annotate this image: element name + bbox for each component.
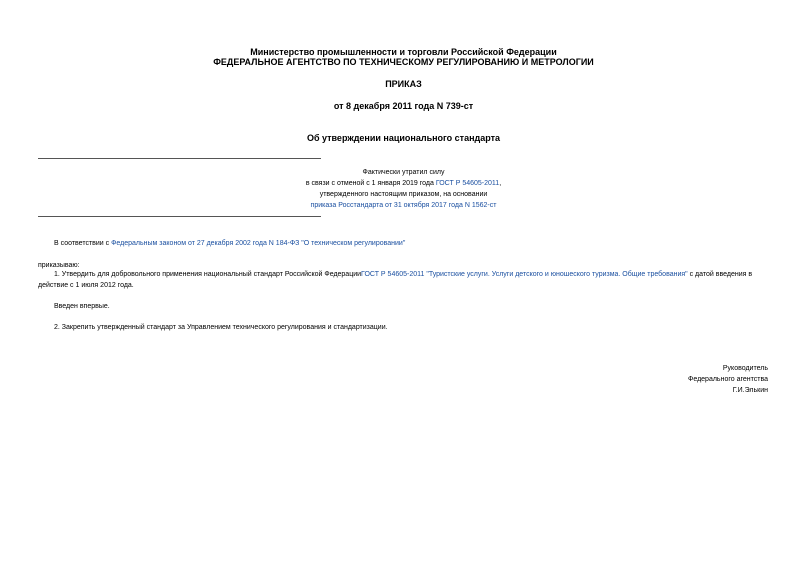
document-date-number: от 8 декабря 2011 года N 739-ст — [333, 101, 474, 111]
orders-word: приказываю: — [38, 262, 80, 269]
preamble-prefix: В соответствии с — [54, 240, 112, 247]
intro-note: Введен впервые. — [54, 303, 110, 310]
signature-title-1: Руководитель — [722, 365, 768, 372]
order-item-1 — [38, 270, 770, 291]
standard-link[interactable]: ГОСТ Р 54605-2011 "Туристские услуги. Услуги детского и юношеского туризма. Общие требования" — [361, 271, 688, 278]
divider-top — [38, 158, 321, 159]
signature-title-2: Федерального агентства — [688, 376, 768, 383]
document-subject: Об утверждении национального стандарта — [306, 133, 501, 143]
status-note-line2-suffix: , — [499, 180, 502, 187]
status-note-line1: Фактически утратил силу — [362, 169, 445, 176]
gost-link[interactable]: ГОСТ Р 54605-2011 — [435, 180, 500, 187]
status-note-line2 — [0, 179, 807, 189]
order-item-1-suffix: с датой введения в действие с 1 июля 2012 года. — [38, 271, 753, 289]
agency-title: ФЕДЕРАЛЬНОЕ АГЕНТСТВО ПО ТЕХНИЧЕСКОМУ РЕГУЛИРОВАНИЮ И МЕТРОЛОГИИ — [213, 57, 594, 67]
rosstandart-order-link[interactable]: приказа Росстандарта от 31 октября 2017 года N 1562-ст — [310, 202, 497, 209]
status-note-line3: утвержденного настоящим приказом, на основании — [319, 191, 488, 198]
preamble — [54, 239, 405, 250]
status-note-line2-prefix: в связи с отменой с 1 января 2019 года — [305, 180, 436, 187]
document-type: ПРИКАЗ — [385, 79, 422, 89]
order-item-1-prefix: 1. Утвердить для добровольного применения национальный стандарт Российской Федерации — [54, 271, 362, 278]
signature-name: Г.И.Элькин — [732, 387, 768, 394]
order-item-2: 2. Закрепить утвержденный стандарт за Управлением технического регулирования и стандартизации. — [54, 324, 388, 331]
federal-law-link[interactable]: Федеральным законом от 27 декабря 2002 года N 184-ФЗ "О техническом регулировании" — [111, 240, 406, 247]
divider-bottom — [38, 216, 321, 217]
status-note-line4 — [0, 201, 807, 211]
ministry-title: Министерство промышленности и торговли Российской Федерации — [250, 47, 557, 57]
